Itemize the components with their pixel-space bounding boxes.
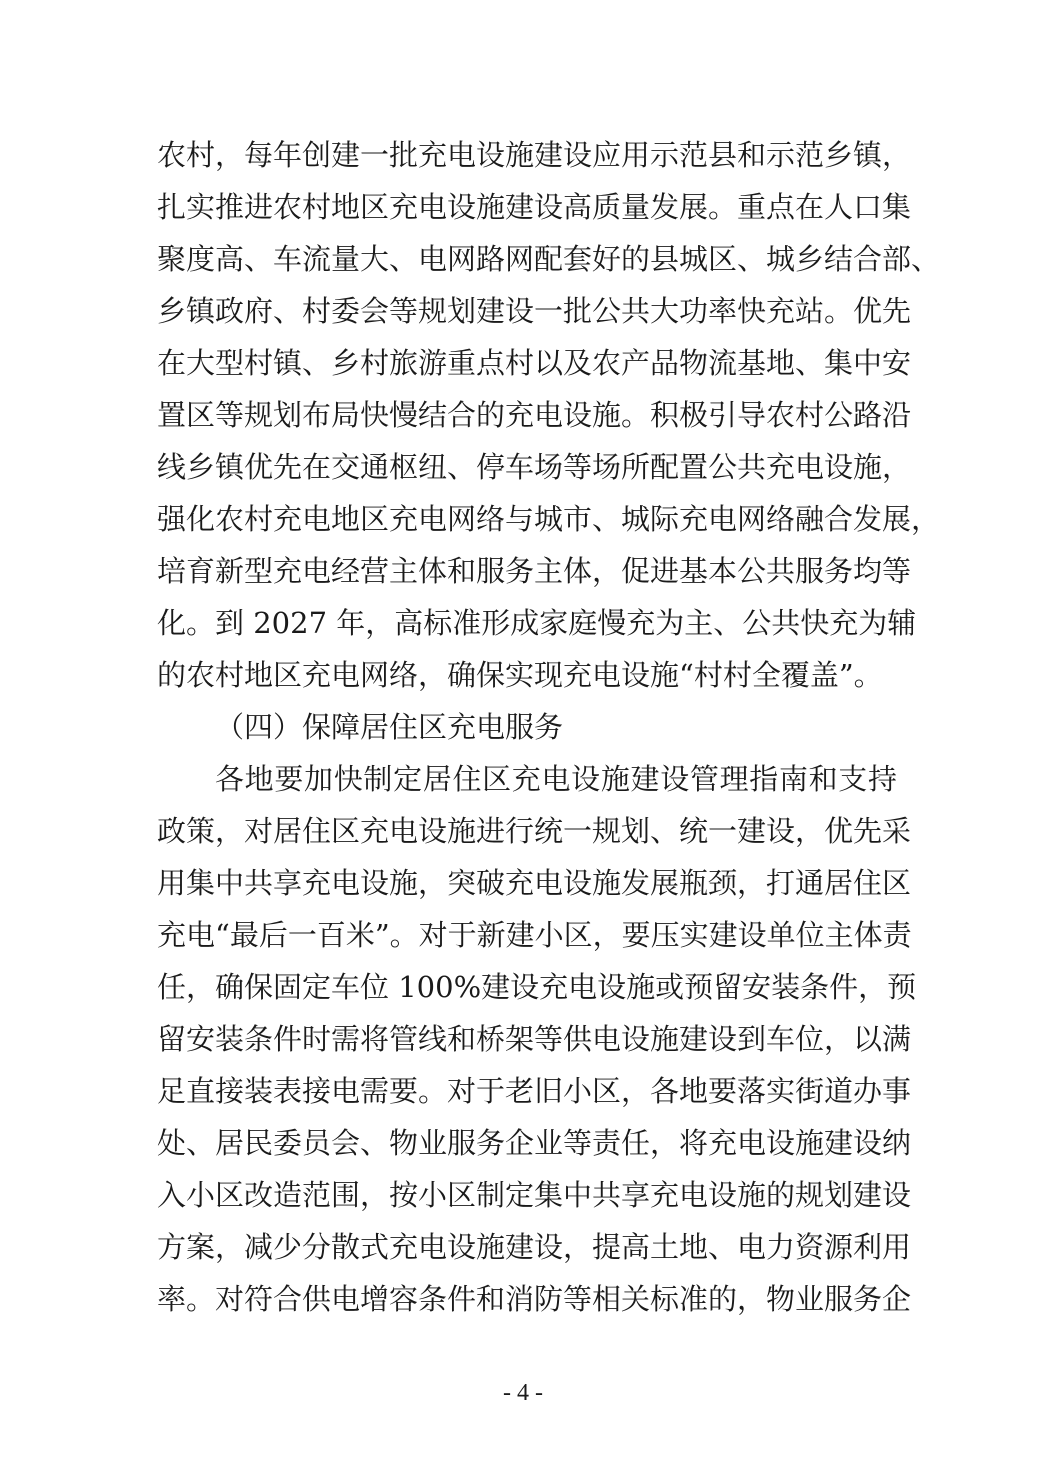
- body-text-line: 任，确保固定车位 100%建设充电设施或预留安装条件，预: [157, 970, 917, 1004]
- body-text-line: 在大型村镇、乡村旅游重点村以及农产品物流基地、集中安: [157, 346, 912, 380]
- body-text-line: 的农村地区充电网络，确保实现充电设施“村村全覆盖”。: [157, 658, 883, 692]
- section-heading: （四）保障居住区充电服务: [215, 710, 564, 744]
- body-text-line: 培育新型充电经营主体和服务主体，促进基本公共服务均等: [157, 554, 912, 588]
- body-text-line: 农村，每年创建一批充电设施建设应用示范县和示范乡镇，: [157, 138, 912, 172]
- body-text-line: 政策，对居住区充电设施进行统一规划、统一建设，优先采: [157, 814, 912, 848]
- body-text-line: 置区等规划布局快慢结合的充电设施。积极引导农村公路沿: [157, 398, 912, 432]
- body-text-line: 率。对符合供电增容条件和消防等相关标准的，物业服务企: [157, 1282, 912, 1316]
- body-text-line: 用集中共享充电设施，突破充电设施发展瓶颈，打通居住区: [157, 866, 912, 900]
- body-text-line: 乡镇政府、村委会等规划建设一批公共大功率快充站。优先: [157, 294, 912, 328]
- body-text-line: 线乡镇优先在交通枢纽、停车场等场所配置公共充电设施，: [157, 450, 912, 484]
- body-text-line: 聚度高、车流量大、电网路网配套好的县城区、城乡结合部、: [157, 242, 941, 276]
- body-text-line: 入小区改造范围，按小区制定集中共享充电设施的规划建设: [157, 1178, 912, 1212]
- body-text-line: 留安装条件时需将管线和桥架等供电设施建设到车位，以满: [157, 1022, 912, 1056]
- body-text-line: 处、居民委员会、物业服务企业等责任，将充电设施建设纳: [157, 1126, 912, 1160]
- body-text-line: 足直接装表接电需要。对于老旧小区，各地要落实街道办事: [157, 1074, 912, 1108]
- body-text-line: 化。到 2027 年，高标准形成家庭慢充为主、公共快充为辅: [157, 606, 917, 640]
- body-text-line: 强化农村充电地区充电网络与城市、城际充电网络融合发展，: [157, 502, 941, 536]
- body-text-line: 各地要加快制定居住区充电设施建设管理指南和支持: [215, 762, 897, 796]
- body-text-line: 充电“最后一百米”。对于新建小区，要压实建设单位主体责: [157, 918, 912, 952]
- body-text-line: 扎实推进农村地区充电设施建设高质量发展。重点在人口集: [157, 190, 912, 224]
- body-text-line: 方案，减少分散式充电设施建设，提高土地、电力资源利用: [157, 1230, 912, 1264]
- page-number: - 4 -: [503, 1380, 543, 1406]
